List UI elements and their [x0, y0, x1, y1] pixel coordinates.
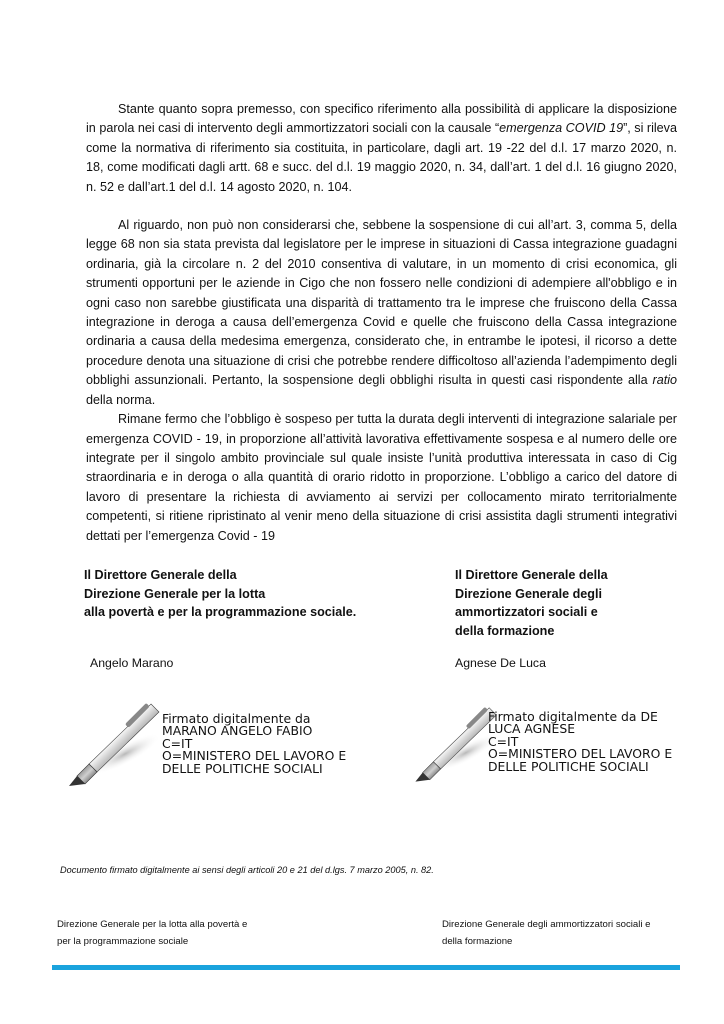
stamp-line: O=MINISTERO DEL LAVORO E: [162, 748, 347, 764]
stamp-line: Firmato digitalmente da DE: [488, 709, 658, 724]
body-text: [86, 100, 677, 546]
signatory-left-title-line: Direzione Generale per la lotta: [84, 586, 266, 601]
paragraph-1-text-a: Stante quanto sopra premesso, con specifico riferimento alla possibilità di applicare la disposizione in parola nei casi di intervento degli ammortizzatori sociali con la causale “: [86, 102, 677, 136]
signatory-right-name: Agnese De Luca: [455, 656, 546, 670]
paragraph-1-text-b: ”, si rileva come la normativa di riferimento sia costituita, in particolare, dagli art. 19 -22 del d.l. 17 marzo 2020, n. 18, come modificati dagli artt. 68 e succ. del d.l. 19 maggio 2020, n. 34, dall’art. 1 del d.l. 16 giugno 2020, n. 52 e dall’art.1 del d.l. 14 agosto 2020, n. 104.: [86, 121, 677, 194]
stamp-line: C=IT: [162, 735, 193, 751]
signatory-right-title-line: della formazione: [455, 623, 555, 638]
footer-right: [442, 916, 702, 950]
signatory-left-title-line: alla povertà e per la programmazione sociale.: [84, 605, 357, 620]
digital-signature-footnote: Documento firmato digitalmente ai sensi degli articoli 20 e 21 del d.lgs. 7 marzo 2005, n. 82.: [60, 865, 434, 875]
signatory-right-title-line: Direzione Generale degli: [455, 586, 602, 601]
stamp-line: DELLE POLITICHE SOCIALI: [488, 758, 649, 774]
digital-signature-stamp-left: [162, 713, 392, 775]
footer-right-line: della formazione: [442, 936, 513, 947]
signatory-left-name: Angelo Marano: [90, 656, 174, 670]
signatory-right-title-line: Il Direttore Generale della: [455, 568, 608, 582]
stamp-line: Firmato digitalmente da: [162, 711, 311, 726]
paragraph-2-text-b: della norma.: [86, 392, 156, 407]
signatory-right-title: [455, 566, 695, 640]
paragraph-1-emphasis: emergenza COVID 19: [499, 121, 624, 136]
footer-left-line: Direzione Generale per la lotta alla povertà e: [57, 919, 248, 930]
signatory-right-title-line: ammortizzatori sociali e: [455, 605, 598, 620]
paragraph-2: [86, 216, 677, 410]
signatory-left-title: [84, 566, 384, 622]
pen-icon: [63, 698, 163, 786]
stamp-line: DELLE POLITICHE SOCIALI: [162, 760, 323, 776]
stamp-line: O=MINISTERO DEL LAVORO E: [488, 746, 673, 762]
footer-left-line: per la programmazione sociale: [57, 936, 189, 947]
footer-left: [57, 916, 297, 950]
stamp-line: LUCA AGNESE: [488, 721, 576, 737]
stamp-line: C=IT: [488, 733, 519, 749]
footer-right-line: Direzione Generale degli ammortizzatori sociali e: [442, 919, 651, 930]
signatory-left-title-line: Il Direttore Generale della: [84, 568, 237, 582]
stamp-line: MARANO ANGELO FABIO: [162, 723, 313, 739]
paragraph-2-text-a: Al riguardo, non può non considerarsi che, sebbene la sospensione di cui all’art. 3, comma 5, della legge 68 non sia stata prevista dal legislatore per le imprese in situazioni di Cassa integrazione guadagni ordinaria, già la circolare n. 2 del 2010 consentiva di valutare, in un momento di crisi economica, gli strumenti opportuni per le aziende in Cigo che non fossero nelle condizioni di adempiere all'obbligo e in ogni caso non sarebbe giustificata una disparità di trattamento tra le imprese che fruiscono della Cassa integrazione in deroga a causa dell’emergenza Covid e quelle che fruiscono della Cassa integrazione ordinaria a causa della medesima emergenza, considerato che, in entrambe le ipotesi, il ricorso a dette procedure denota una situazione di crisi che potrebbe rendere difficoltoso all’azienda l’adempimento degli obblighi assunzionali. Pertanto, la sospensione degli obblighi risulta in questi casi rispondente alla: [86, 218, 677, 388]
paragraph-3: Rimane fermo che l’obbligo è sospeso per tutta la durata degli interventi di integrazione salariale per emergenza COVID - 19, in proporzione all’attività lavorativa effettivamente sospesa e al numero delle ore integrate per il singolo ambito provinciale sul quale insiste l’unità produttiva interessata in caso di Cig straordinaria e in deroga o alla quantità di orario ridotto in proporzione. L’obbligo a carico del datore di lavoro di presentare la richiesta di avviamento ai servizi per collocamento mirato territorialmente competenti, si ritiene ripristinato al venir meno della situazione di crisi assistita dagli strumenti integrativi dettati per l’emergenza Covid - 19: [86, 412, 677, 543]
pen-icon: [410, 698, 500, 786]
paragraph-1: [86, 100, 677, 197]
footer-divider: [52, 965, 680, 970]
paragraph-2-emphasis: ratio: [652, 373, 677, 388]
digital-signature-stamp-right: [488, 711, 718, 773]
